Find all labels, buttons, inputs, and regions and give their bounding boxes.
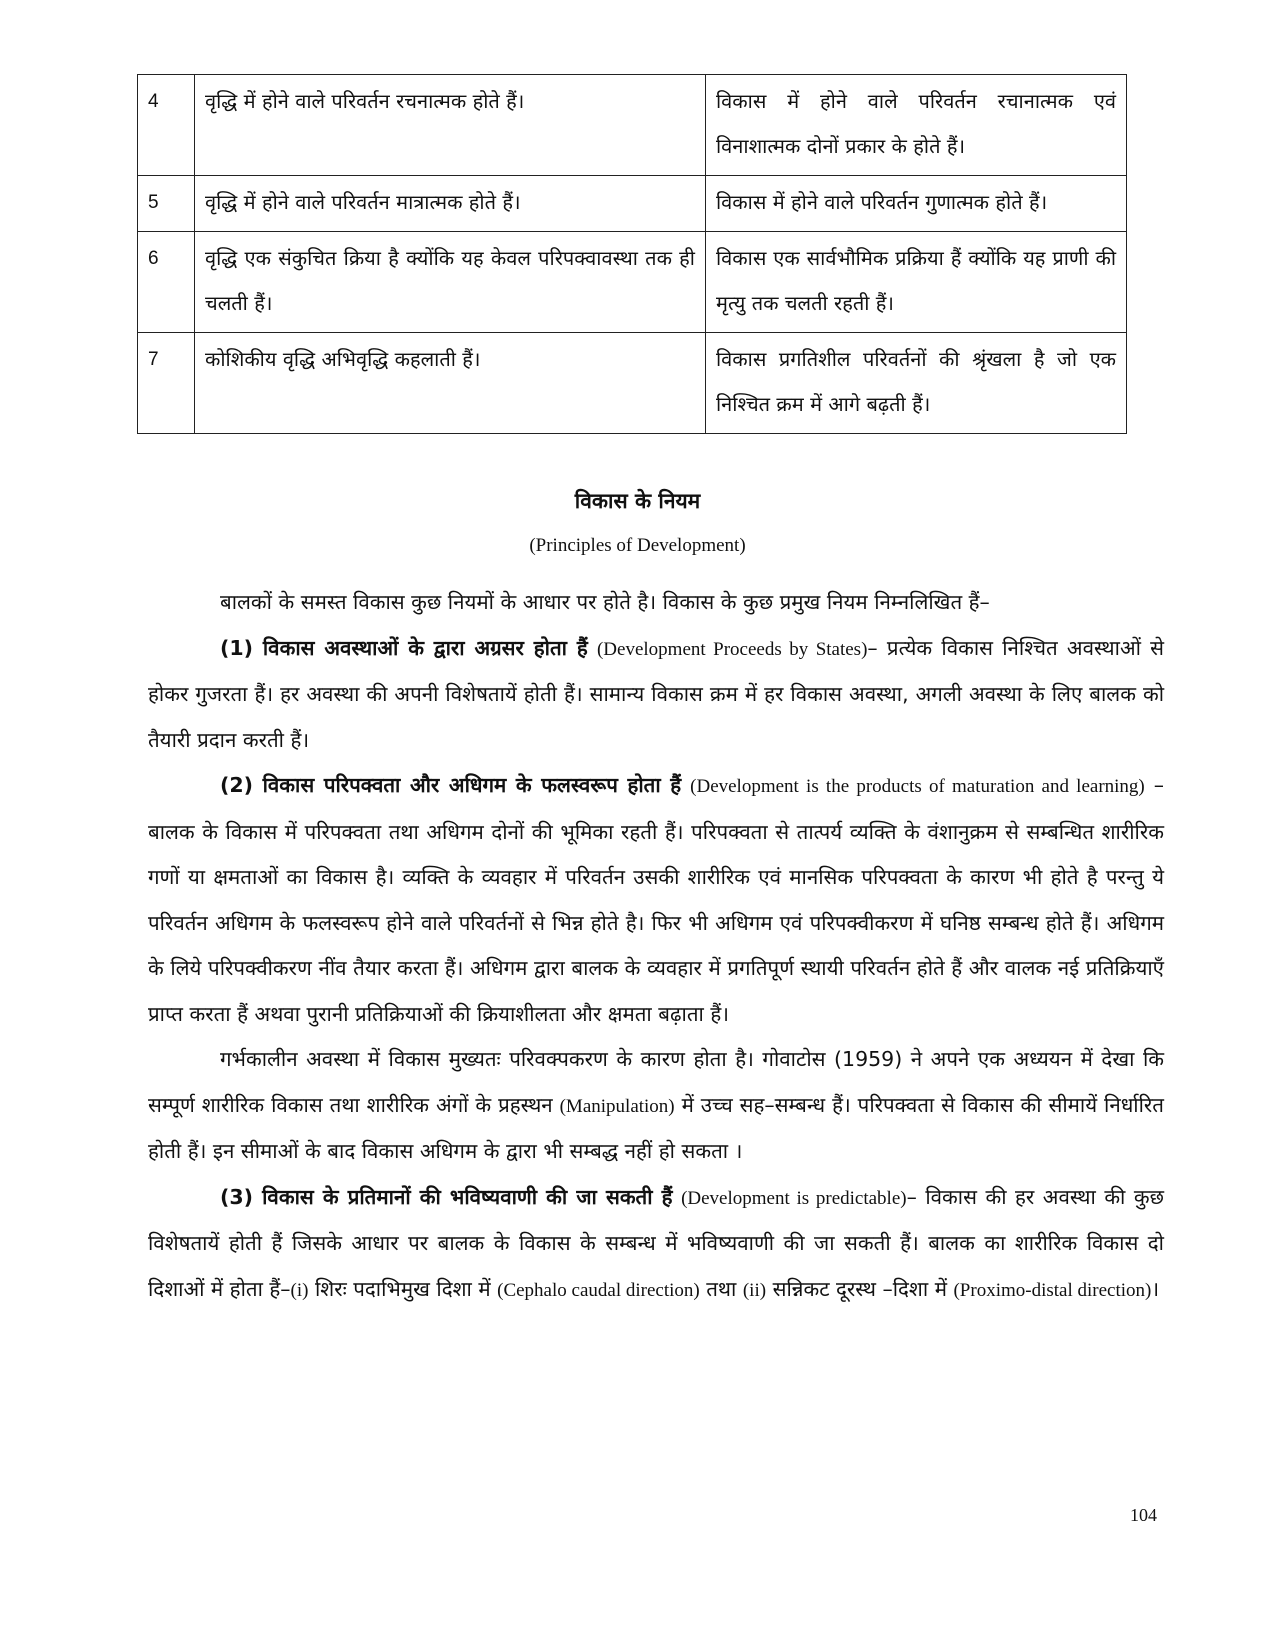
growth-cell: वृद्धि में होने वाले परिवर्तन रचनात्मक होते हैं। xyxy=(195,75,706,176)
cephalo-english: (Cephalo caudal direction) xyxy=(497,1279,700,1301)
principle-3-paragraph xyxy=(148,1175,1164,1314)
table-row xyxy=(138,75,1127,176)
section-subtitle: (Principles of Development) xyxy=(529,535,746,556)
maturation-text-a: गर्भकालीन अवस्था में विकास मुख्यतः परिवक्पकरण के कारण होता है। गोवाटोस (1959) ने अपने एक अध्ययन में देखा कि सम्पूर्ण शारीरिक विकास तथा शारीरिक अंगों के प्रहस्थन xyxy=(148,1047,1164,1117)
principle-2-paragraph xyxy=(148,763,1164,1037)
principle-2-english: (Development is the products of maturation and learning) xyxy=(690,776,1145,797)
table-row xyxy=(138,333,1127,434)
section-title: विकास के नियम xyxy=(574,489,701,513)
development-cell: विकास में होने वाले परिवर्तन गुणात्मक होते हैं। xyxy=(706,176,1127,232)
principle-1-text: – प्रत्येक विकास निश्चित अवस्थाओं से होकर गुजरता हैं। हर अवस्था की अपनी विशेषतायें होती हैं। सामान्य विकास क्रम में हर विकास अवस्था, अगली अवस्था के लिए बालक को तैयारी प्रदान करती हैं। xyxy=(148,635,1164,752)
development-cell: विकास एक सार्वभौमिक प्रक्रिया हैं क्योंकि यह प्राणी की मृत्यु तक चलती रहती हैं। xyxy=(706,232,1127,333)
maturation-english: (Manipulation) xyxy=(559,1095,675,1117)
growth-cell: कोशिकीय वृद्धि अभिवृद्धि कहलाती हैं। xyxy=(195,333,706,434)
principle-1-english: (Development Proceeds by States) xyxy=(596,638,868,660)
growth-vs-development-table xyxy=(137,74,1127,434)
principle-3-text: – विकास की हर अवस्था की कुछ विशेषतायें होती हैं जिसके आधार पर बालक के विकास के सम्बन्ध में भविष्यवाणी की जा सकती हैं। बालक का शारीरिक विकास दो दिशाओं में होता हैं– xyxy=(148,1184,1164,1301)
principle-2-heading: (2) विकास परिपक्वता और अधिगम के फलस्वरूप होता हैं xyxy=(220,773,682,797)
row-number: 5 xyxy=(138,176,195,232)
growth-cell: वृद्धि में होने वाले परिवर्तन मात्रात्मक होते हैं। xyxy=(195,176,706,232)
sentence-end: । xyxy=(1151,1276,1160,1301)
row-number: 7 xyxy=(138,333,195,434)
development-cell: विकास में होने वाले परिवर्तन रचानात्मक एवं विनाशात्मक दोनों प्रकार के होते हैं। xyxy=(706,75,1127,176)
row-number: 4 xyxy=(138,75,195,176)
principle-2-text: – बालक के विकास में परिपक्वता तथा अधिगम दोनों की भूमिका रहती हैं। परिपक्वता से तात्पर्य व्यक्ति के वंशानुक्रम से सम्बन्धित शारीरिक गणों या क्षमताओं का विकास है। व्यक्ति के व्यवहार में परिवर्तन उसकी शारीरिक एवं मानसिक परिपक्वता के कारण भी होते है परन्तु ये परिवर्तन अधिगम के फलस्वरूप होने वाले परिवर्तनों से भिन्न होते है। फिर भी अधिगम एवं परिपक्वीकरण में घनिष्ठ सम्बन्ध होते हैं। अधिगम के लिये परिपक्वीकरण नींव तैयार करता हैं। अधिगम द्वारा बालक के व्यवहार में प्रगतिपूर्ण स्थायी परिवर्तन होते हैं और वालक नई प्रतिक्रियाएँ प्राप्त करता हैं अथवा पुरानी प्रतिक्रियाओं की क्रियाशीलता और क्षमता बढ़ाता हैं। xyxy=(148,773,1164,1026)
item-i-marker: (i) xyxy=(290,1279,309,1301)
principle-1-paragraph xyxy=(148,626,1164,764)
maturation-paragraph xyxy=(148,1037,1164,1175)
table-row xyxy=(138,176,1127,232)
development-cell: विकास प्रगतिशील परिवर्तनों की श्रृंखला है जो एक निश्चित क्रम में आगे बढ़ती हैं। xyxy=(706,333,1127,434)
conjunction-text: तथा xyxy=(699,1276,743,1301)
proximo-english: (Proximo-distal direction) xyxy=(953,1279,1152,1301)
table-row xyxy=(138,232,1127,333)
page-number: 104 xyxy=(1130,1505,1157,1525)
cephalo-text: शिरः पदाभिमुख दिशा में xyxy=(308,1276,498,1301)
item-ii-marker: (ii) xyxy=(742,1279,767,1301)
growth-cell: वृद्धि एक संकुचित क्रिया है क्योंकि यह केवल परिपक्वावस्था तक ही चलती हैं। xyxy=(195,232,706,333)
principle-1-heading: (1) विकास अवस्थाओं के द्वारा अग्रसर होता हैं xyxy=(220,635,588,660)
row-number: 6 xyxy=(138,232,195,333)
principle-3-heading: (3) विकास के प्रतिमानों की भविष्यवाणी की जा सकती हैं xyxy=(220,1184,673,1209)
principle-3-english: (Development is predictable) xyxy=(681,1187,907,1209)
proximo-text: सन्निकट दूरस्थ –दिशा में xyxy=(766,1276,954,1301)
maturation-text-b: में उच्च सह–सम्बन्ध हैं। परिपक्वता से विकास की सीमायें निर्धारित होती हैं। इन सीमाओं के बाद विकास अधिगम के द्वारा भी सम्बद्ध नहीं हो सकता । xyxy=(148,1092,1164,1163)
intro-paragraph: बालकों के समस्त विकास कुछ नियमों के आधार पर होते है। विकास के कुछ प्रमुख नियम निम्नलिखित हैं– xyxy=(220,590,990,614)
section-body xyxy=(148,580,1164,1313)
